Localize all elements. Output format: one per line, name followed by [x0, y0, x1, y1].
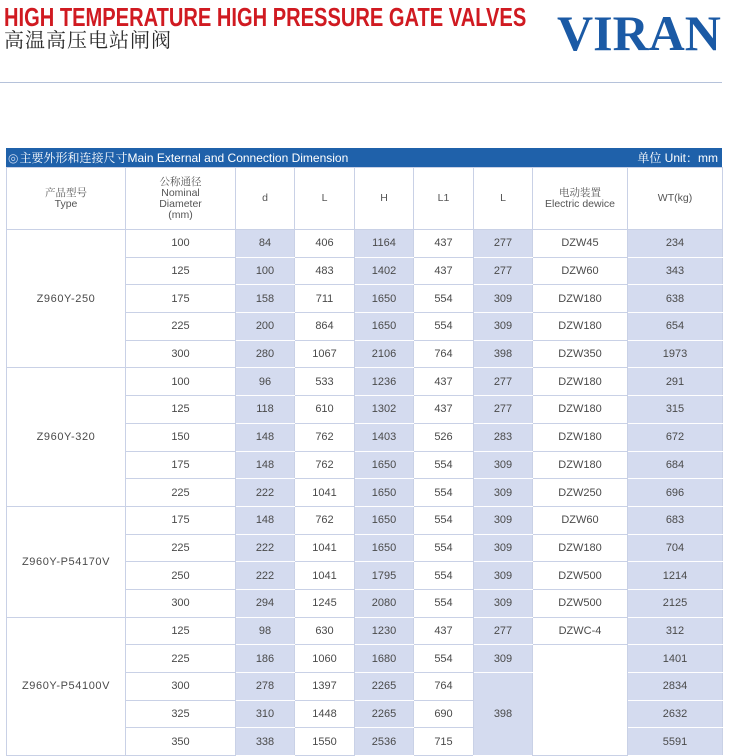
- cell-d: 222: [236, 479, 295, 507]
- cell-l: 1041: [295, 562, 355, 590]
- table-caption: [8, 149, 348, 166]
- dimension-table-section: [6, 148, 722, 756]
- cell-weight: 1973: [628, 340, 723, 368]
- cell-h: 1650: [355, 285, 414, 313]
- cell-l1: 715: [414, 728, 474, 756]
- cell-d: 222: [236, 534, 295, 562]
- cell-h: 2265: [355, 700, 414, 728]
- col-header-l2: [474, 168, 533, 230]
- cell-nominal-diameter: 225: [126, 645, 236, 673]
- cell-electric-device: DZW250: [533, 479, 628, 507]
- cell-nominal-diameter: 225: [126, 313, 236, 341]
- col-header-electric-device: [533, 168, 628, 230]
- cell-weight: 1401: [628, 645, 723, 673]
- col-header-l-line: L: [321, 192, 328, 204]
- cell-l1: 554: [414, 562, 474, 590]
- cell-weight: 2125: [628, 589, 723, 617]
- cell-electric-device: DZW180: [533, 396, 628, 424]
- cell-l: 711: [295, 285, 355, 313]
- cell-nominal-diameter: 350: [126, 728, 236, 756]
- col-header-h: [355, 168, 414, 230]
- cell-h: 2080: [355, 589, 414, 617]
- cell-l: 762: [295, 423, 355, 451]
- cell-nominal-diameter: 125: [126, 257, 236, 285]
- cell-l2: 309: [474, 589, 533, 617]
- col-header-nominal-diameter-line: 公称通径: [159, 175, 202, 188]
- cell-l2: 309: [474, 645, 533, 673]
- cell-l: 864: [295, 313, 355, 341]
- cell-weight: 2834: [628, 673, 723, 701]
- cell-h: 1650: [355, 534, 414, 562]
- cell-electric-device: DZW60: [533, 506, 628, 534]
- cell-nominal-diameter: 300: [126, 673, 236, 701]
- cell-h: 1650: [355, 313, 414, 341]
- cell-l1: 554: [414, 451, 474, 479]
- cell-h: 1236: [355, 368, 414, 396]
- cell-l1: 437: [414, 368, 474, 396]
- cell-l: 483: [295, 257, 355, 285]
- cell-l2: 277: [474, 230, 533, 258]
- col-header-l: [295, 168, 355, 230]
- col-header-type-line: Type: [54, 197, 78, 210]
- col-header-d: [236, 168, 295, 230]
- cell-h: 1403: [355, 423, 414, 451]
- table-row: [7, 617, 723, 645]
- cell-d: 310: [236, 700, 295, 728]
- cell-electric-device: DZW180: [533, 313, 628, 341]
- cell-l2: 283: [474, 423, 533, 451]
- cell-h: 1230: [355, 617, 414, 645]
- cell-l2: 277: [474, 617, 533, 645]
- cell-l1: 554: [414, 479, 474, 507]
- col-header-nominal-diameter: [126, 168, 236, 230]
- cell-l: 762: [295, 451, 355, 479]
- col-header-weight-line: WT(kg): [657, 192, 693, 204]
- cell-electric-device: DZW60: [533, 257, 628, 285]
- cell-l1: 437: [414, 230, 474, 258]
- cell-electric-device: DZW500: [533, 562, 628, 590]
- col-header-l1-line: L1: [437, 192, 450, 204]
- cell-weight: 234: [628, 230, 723, 258]
- cell-l: 533: [295, 368, 355, 396]
- cell-l: 1448: [295, 700, 355, 728]
- cell-l1: 437: [414, 617, 474, 645]
- cell-weight: 2632: [628, 700, 723, 728]
- cell-weight: 1214: [628, 562, 723, 590]
- cell-weight: 638: [628, 285, 723, 313]
- cell-l1: 554: [414, 313, 474, 341]
- cell-l: 1041: [295, 534, 355, 562]
- cell-l: 1397: [295, 673, 355, 701]
- dimension-table: [6, 167, 723, 756]
- page-title-english: HIGH TEMPERATURE HIGH PRESSURE GATE VALVES: [4, 2, 527, 32]
- cell-weight: 343: [628, 257, 723, 285]
- col-header-weight: [628, 168, 723, 230]
- cell-nominal-diameter: 175: [126, 285, 236, 313]
- cell-l: 1041: [295, 479, 355, 507]
- cell-l1: 554: [414, 506, 474, 534]
- cell-electric-device: DZW45: [533, 230, 628, 258]
- col-header-type-line: 产品型号: [45, 186, 87, 199]
- cell-nominal-diameter: 300: [126, 589, 236, 617]
- col-header-nominal-diameter-line: Nominal: [161, 186, 200, 199]
- cell-l2: 277: [474, 396, 533, 424]
- cell-d: 100: [236, 257, 295, 285]
- table-row: [7, 506, 723, 534]
- cell-nominal-diameter: 125: [126, 396, 236, 424]
- cell-l1: 764: [414, 340, 474, 368]
- cell-weight: 654: [628, 313, 723, 341]
- table-row: [7, 368, 723, 396]
- cell-electric-device: DZW180: [533, 451, 628, 479]
- col-header-electric-device-line: Electric dewice: [544, 197, 616, 210]
- cell-h: 1650: [355, 479, 414, 507]
- cell-l2: 398: [474, 340, 533, 368]
- cell-type: Z960Y-P54100V: [7, 617, 126, 755]
- cell-l2: 277: [474, 257, 533, 285]
- cell-d: 278: [236, 673, 295, 701]
- cell-electric-device: DZWC-4: [533, 617, 628, 645]
- cell-nominal-diameter: 250: [126, 562, 236, 590]
- cell-d: 148: [236, 451, 295, 479]
- cell-electric-device: DZW180: [533, 368, 628, 396]
- cell-l: 1550: [295, 728, 355, 756]
- cell-h: 1402: [355, 257, 414, 285]
- cell-weight: 704: [628, 534, 723, 562]
- cell-l1: 526: [414, 423, 474, 451]
- cell-electric-device: DZW180: [533, 534, 628, 562]
- cell-nominal-diameter: 100: [126, 368, 236, 396]
- cell-nominal-diameter: 225: [126, 534, 236, 562]
- cell-l: 610: [295, 396, 355, 424]
- cell-weight: 696: [628, 479, 723, 507]
- col-header-h-line: H: [380, 192, 388, 204]
- table-caption-text: 主要外形和连接尺寸Main External and Connection Dimension: [19, 151, 349, 165]
- col-header-electric-device-line: 电动装置: [559, 186, 601, 199]
- cell-d: 96: [236, 368, 295, 396]
- bullseye-icon: ◎: [8, 150, 19, 165]
- cell-weight: 315: [628, 396, 723, 424]
- col-header-l2-line: L: [500, 192, 506, 204]
- col-header-nominal-diameter-line: Diameter: [159, 197, 202, 210]
- cell-weight: 312: [628, 617, 723, 645]
- cell-type: Z960Y-320: [7, 368, 126, 506]
- cell-electric-device: DZW180: [533, 423, 628, 451]
- table-body: [7, 230, 723, 756]
- cell-nominal-diameter: 300: [126, 340, 236, 368]
- cell-l2: 309: [474, 506, 533, 534]
- cell-nominal-diameter: 150: [126, 423, 236, 451]
- cell-d: 158: [236, 285, 295, 313]
- cell-h: 2265: [355, 673, 414, 701]
- cell-type: Z960Y-P54170V: [7, 506, 126, 617]
- page-title-chinese: 高温高压电站闸阀: [4, 30, 172, 52]
- cell-weight: 291: [628, 368, 723, 396]
- col-header-l1: [414, 168, 474, 230]
- cell-l1: 554: [414, 645, 474, 673]
- col-header-nominal-diameter-line: (mm): [168, 208, 193, 221]
- cell-electric-device: DZW180: [533, 285, 628, 313]
- cell-l1: 437: [414, 396, 474, 424]
- cell-l1: 437: [414, 257, 474, 285]
- cell-h: 1795: [355, 562, 414, 590]
- header-divider: [0, 82, 722, 83]
- cell-l2: 309: [474, 479, 533, 507]
- cell-l2: 309: [474, 562, 533, 590]
- cell-l2: 309: [474, 451, 533, 479]
- cell-l1: 554: [414, 534, 474, 562]
- cell-l1: 554: [414, 589, 474, 617]
- cell-electric-device: [533, 645, 628, 756]
- cell-nominal-diameter: 175: [126, 451, 236, 479]
- cell-l1: 764: [414, 673, 474, 701]
- cell-weight: 5591: [628, 728, 723, 756]
- cell-h: 1650: [355, 506, 414, 534]
- cell-d: 84: [236, 230, 295, 258]
- table-unit-label: 单位 Unit：mm: [637, 151, 718, 165]
- cell-d: 200: [236, 313, 295, 341]
- cell-l: 406: [295, 230, 355, 258]
- cell-h: 1302: [355, 396, 414, 424]
- cell-nominal-diameter: 175: [126, 506, 236, 534]
- table-row: [7, 230, 723, 258]
- cell-d: 338: [236, 728, 295, 756]
- cell-electric-device: DZW500: [533, 589, 628, 617]
- cell-d: 118: [236, 396, 295, 424]
- cell-h: 1164: [355, 230, 414, 258]
- cell-l: 1245: [295, 589, 355, 617]
- table-caption-bar: [6, 148, 722, 167]
- cell-h: 2536: [355, 728, 414, 756]
- cell-type: Z960Y-250: [7, 230, 126, 368]
- cell-l1: 554: [414, 285, 474, 313]
- cell-weight: 672: [628, 423, 723, 451]
- cell-electric-device: DZW350: [533, 340, 628, 368]
- cell-nominal-diameter: 325: [126, 700, 236, 728]
- cell-d: 280: [236, 340, 295, 368]
- cell-nominal-diameter: 225: [126, 479, 236, 507]
- cell-l: 762: [295, 506, 355, 534]
- col-header-d-line: d: [262, 192, 268, 204]
- brand-logo: VIRAN: [557, 5, 721, 61]
- cell-l: 1067: [295, 340, 355, 368]
- cell-nominal-diameter: 100: [126, 230, 236, 258]
- cell-l2: 309: [474, 313, 533, 341]
- cell-l: 1060: [295, 645, 355, 673]
- cell-h: 1680: [355, 645, 414, 673]
- cell-d: 222: [236, 562, 295, 590]
- cell-l2: 398: [474, 673, 533, 756]
- cell-d: 148: [236, 506, 295, 534]
- cell-h: 1650: [355, 451, 414, 479]
- cell-d: 98: [236, 617, 295, 645]
- cell-l2: 309: [474, 534, 533, 562]
- cell-l: 630: [295, 617, 355, 645]
- cell-l2: 277: [474, 368, 533, 396]
- col-header-type: [7, 168, 126, 230]
- cell-l1: 690: [414, 700, 474, 728]
- cell-h: 2106: [355, 340, 414, 368]
- cell-d: 186: [236, 645, 295, 673]
- cell-weight: 683: [628, 506, 723, 534]
- cell-nominal-diameter: 125: [126, 617, 236, 645]
- table-header-row: [7, 168, 723, 230]
- cell-d: 148: [236, 423, 295, 451]
- cell-d: 294: [236, 589, 295, 617]
- cell-l2: 309: [474, 285, 533, 313]
- cell-weight: 684: [628, 451, 723, 479]
